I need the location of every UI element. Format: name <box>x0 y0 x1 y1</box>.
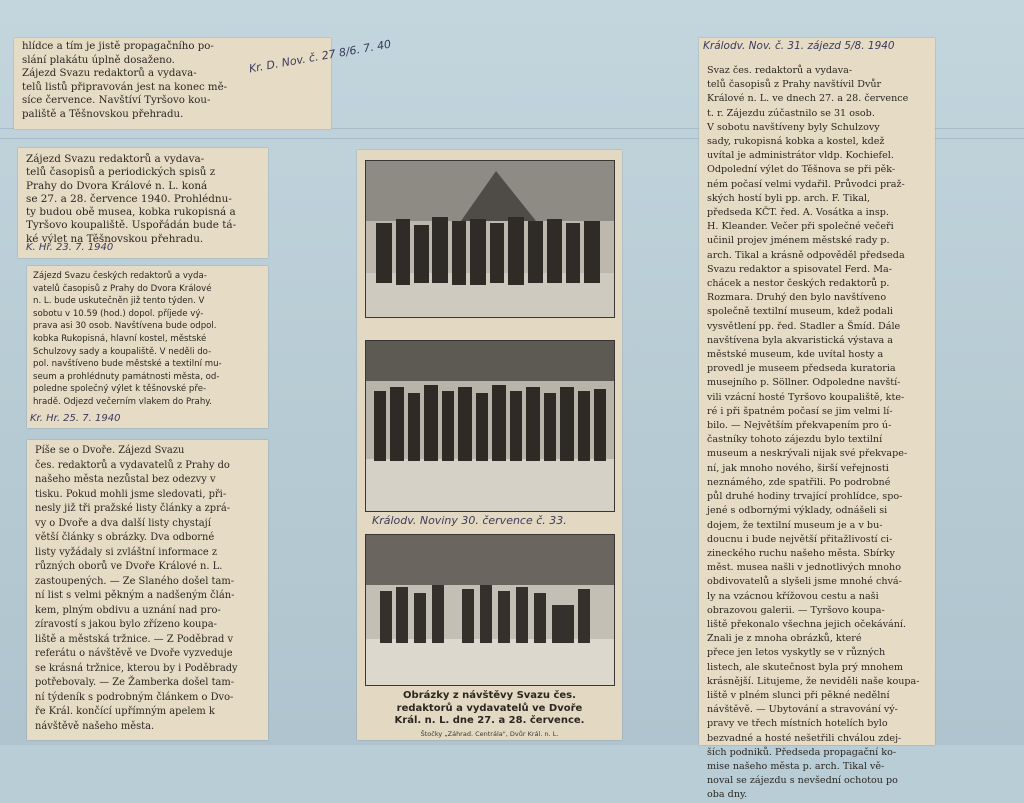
clipping-6 <box>699 38 935 801</box>
clipping-4 <box>27 440 268 740</box>
clipping-1-text: hlídce a tím je jistě propagačního po- slání plakátu úplně dosaženo. Zájezd Svazu redaktorů a vydava- telů listů připravován jest na konec mě- síce července. Navštíví Tyršovo kou- paliště a Těšnovskou přehradu. <box>22 41 228 120</box>
clipping-4-text: Píše se o Dvoře. Zájezd Svazu čes. redaktorů a vydavatelů z Prahy do našeho města nezůstal bez odezvy v tisku. Pokud mohli jsme sledovati, při- nesly již tři pražské listy články a zprá- vy o Dvoře a dva další listy chystají větší články s obrázky. Dva odborné listy vyžádaly si zvláštní informace z různých oborů ve Dvoře Králové n. L. zastoupených. — Ze Slaného došel tam- ní list s velmi pěkným a nadšeným člán- kem, plným obdivu a uznání nad pro- zíravostí s jakou bylo zřízeno koupa- liště a městská tržnice. — Z Poděbrad v referátu o návštěvě ve Dvoře vyzvedujе se krásná tržnice, kterou by i Poděbrady potřebovaly. — Ze Žamberka došel tam- ní týdeník s podrobným článkem o Dvo- ře Král. končící upřímným apelem k návštěvě našeho města. <box>35 445 238 732</box>
group-photo-2 <box>365 340 615 512</box>
clipping-1 <box>14 38 331 129</box>
clipping-2-text: Zájezd Svazu redaktorů a vydava- telů časopisů a periodických spisů z Prahy do Dvora Králové n. L. koná se 27. a 28. července 1940. Prohlédnu- ty budou obě musea, kobka rukopisná a Tyršovo koupaliště. Uspořádán bude tá- ké výlet na Těšnovskou přehradu. <box>26 153 237 245</box>
clipping-6-annotation: Králodv. Nov. č. 31. zájezd 5/8. 1940 <box>703 40 895 52</box>
photo-credit: Štočky „Záhrad. Centrála", Dvůr Král. n. L. <box>420 730 559 738</box>
clipping-3-text: Zájezd Svazu českých redaktorů a vyda- vatelů časopisů z Prahy do Dvora Králové n. L. bude uskutečněn již tento týden. V sobotu v 10.59 (hod.) dopol. příjede vý- prava asi 30 osob. Navštívena bude odpol. kobka Rukopisná, hlavní kostel, městské Schulzovy sady a koupaliště. V neděli do- pol. navštíveno bude městské a textilní mu- seum a prohlédnuty památnosti města, od- poledne společný výlet k těšnovské pře- hradě. Odjezd večerním vlakem do Prahy. <box>33 271 222 407</box>
clipping-3 <box>27 266 268 428</box>
photo-caption: Obrázky z návštěvy Svazu čes. redaktorů a vydavatelů ve Dvoře Král. n. L. dne 27. a 28. července. <box>394 690 585 726</box>
clipping-6-text: Svaz čes. redaktorů a vydava- telů časopisů z Prahy navštívil Dvůr Králové n. L. ve dnech 27. a 28. července t. r. Zájezdu zúčastnilo se 31 osob. V sobotu navštíveny byly Schulzovy sady, rukopisná kobka a kostel, kdež uvítal je administrátor vldp. Kochiefel. Odpolední výlet do Těšnova se při pěk- ném počasí velmi vydařil. Průvodci praž- ských hostí byli pp. arch. F. Tikal, předseda KČT. řed. A. Vosátka a insp. H. Kleander. Večer při společné večeři učinil projev jménem městské rady p. arch. Tikal a krásně odpověděl předseda Svazu redaktor a spisovatel Ferd. Ma- chácek a nestor českých redaktorů p. Rozmara. Druhý den bylo navštíveno společně textilní museum, kdež podali vysvětlení pp. řed. Stadler a Šmíd. Dále navštívena byla akvaristická výstava a městské museum, kde uvítal hosty a provedl je museem předseda kuratoria musejního p. Söllner. Odpoledne navští- vili vzácní hosté Tyršovo koupaliště, kte- ré i při špatném počasí se jim velmi lí- bilo. — Největším překvapením pro ú- častníky tohoto zájezdu bylo textilní museum a neskrývali nijak své překvape- ní, jak mnoho nového, širší veřejnosti neznámého, zde spatřili. Po podrobné půl druhé hodiny trvající prohlídce, spo- jené s odbornými výklady, odnášeli si dojem, že textilní museum je a v bu- doucnu i bude největší přitažlivostí ci- zineckého ruchu našeho města. Sbírky měst. musea našli v jednotlivých mnoho obdivovatelů a slyšeli jsme mnohé chvá- ly na vzácnou křížovou cestu a naši obrazovou galerii. — Tyršovo koupa- liště překonalo všechna jejich očekávání. Znali je z mnoha obrázků, které přece jen letos vyskytly se v různých listech, ale skutečnost byla prý mnohem krásnější. Litujeme, že neviděli naše koupa- liště v plném slunci při pěkné nedělní návštěvě. — Ubytování a stravování vý- pravy ve třech místních hotelích bylo bezvadné a hosté nešetřili chválou zdej- ších podniků. Předseda propagační ko- mise našeho města p. arch. Tikal vě- noval se zájezdu s nevšední ochotou po oba dny. <box>707 65 920 801</box>
clipping-3-annotation: Kr. Hr. 25. 7. 1940 <box>30 413 121 424</box>
clipping-2-annotation: K. Hr. 23. 7. 1940 <box>26 242 114 253</box>
clipping-1-annotation: Kr. D. Nov. č. 27 8/6. 7. 40 <box>247 37 393 76</box>
clipping-5-annotation: Králodv. Noviny 30. července č. 33. <box>372 514 567 527</box>
group-photo-3 <box>365 534 615 686</box>
group-photo-1 <box>365 160 615 318</box>
